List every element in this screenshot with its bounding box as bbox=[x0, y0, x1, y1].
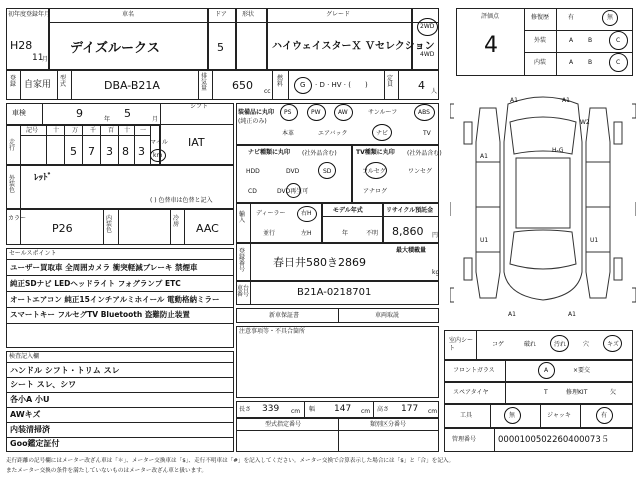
selling-point-3: オートエアコン 純正15インチアルミホイール 電動格納ミラー bbox=[10, 295, 220, 304]
damage-label-left2: U1 bbox=[480, 237, 489, 244]
class-number-label: 類別区分番号 bbox=[370, 421, 407, 428]
color-code-label: カラー bbox=[8, 215, 27, 222]
seat-opt-tear: 破れ bbox=[524, 341, 537, 348]
color-label: 外装色 bbox=[9, 175, 16, 194]
damage-label-rear: A1 bbox=[508, 311, 516, 318]
mileage-label: 走行 bbox=[9, 139, 16, 152]
digit-label-1: 十 bbox=[53, 127, 60, 134]
selling-points-label: セールスポイント bbox=[9, 250, 57, 257]
car-name-label: 車名 bbox=[122, 11, 135, 18]
equipment-label: 装備品に丸印 bbox=[238, 109, 275, 116]
tools-value: 無 bbox=[509, 412, 516, 419]
seat-opt-koge: コゲ bbox=[492, 341, 505, 348]
equip-tv: TV bbox=[423, 130, 431, 137]
repair-none: 無 bbox=[607, 14, 614, 21]
inspector-label: 検査記入欄 bbox=[9, 353, 40, 360]
eval-score: 4 bbox=[484, 33, 498, 58]
color-note: ( ) 色替車は色替と記入 bbox=[150, 197, 213, 204]
interior-seat-label: 室内シート bbox=[449, 337, 474, 353]
navi-dvd-play: DVD再生可 bbox=[277, 188, 309, 195]
equipment-sub: (純正のみ) bbox=[238, 118, 267, 125]
model-label: 型式 bbox=[60, 75, 67, 88]
wid-unit: cm bbox=[361, 408, 371, 415]
damage-label-front2: A1 bbox=[562, 97, 570, 104]
inspection-month-unit: 月 bbox=[152, 116, 159, 123]
door-count: 5 bbox=[217, 41, 224, 54]
mgmt-value: 0000100502260400073５ bbox=[498, 435, 610, 445]
max-load-label: 最大積載量 bbox=[396, 247, 427, 254]
selling-point-1: ユーザー買取車 全周囲カメラ 衝突軽減ブレーキ 禁煙車 bbox=[10, 263, 198, 272]
seat-value: 4 bbox=[418, 79, 425, 92]
vehicle-manual: 車両取説 bbox=[375, 312, 400, 319]
type-designation-label: 型式指定番号 bbox=[265, 421, 302, 428]
ext-c: C bbox=[616, 37, 621, 44]
model-year-label: モデル年式 bbox=[333, 207, 363, 214]
navi-type-label: ナビ種類に丸印 bbox=[248, 149, 291, 156]
ext-a: A bbox=[569, 37, 574, 44]
fuel-label: 燃料 bbox=[277, 75, 284, 88]
hei-label: 高さ bbox=[377, 406, 390, 413]
model-year-unit: 年 bbox=[342, 230, 349, 237]
chassis-label: 車台番号 bbox=[237, 285, 250, 298]
equip-aw: AW bbox=[338, 109, 348, 116]
recycle-value: 8,860 bbox=[392, 225, 424, 238]
damage-label-roof: H-G bbox=[552, 147, 564, 154]
inspector-note-4: AWキズ bbox=[10, 410, 41, 419]
first-reg-label: 初年度登録年月 bbox=[8, 11, 51, 18]
equip-sunroof: サンルーフ bbox=[368, 109, 398, 116]
inspector-note-3: 各小A 小U bbox=[10, 395, 50, 404]
grade-label: グレード bbox=[326, 11, 351, 18]
digit-label-2: 万 bbox=[72, 127, 79, 134]
selling-point-4: スマートキー フルセグTV Bluetooth 盗難防止装置 bbox=[10, 310, 190, 319]
spare-kit: 修理KIT bbox=[566, 389, 588, 396]
inspection-label: 車検 bbox=[12, 109, 26, 117]
digit-4: 8 bbox=[122, 145, 129, 158]
exterior-label: 外装 bbox=[534, 37, 547, 44]
tv-type-label: TV種類に丸印 bbox=[356, 149, 395, 156]
spare-label: スペアタイヤ bbox=[453, 389, 489, 396]
grade-value: ハイウェイスターＸ Ｖセレクション bbox=[272, 41, 435, 52]
navi-hdd: HDD bbox=[246, 168, 260, 175]
wid-label: 幅 bbox=[309, 406, 316, 413]
windshield-label: フロントガラス bbox=[453, 367, 495, 374]
equip-pw: PW bbox=[311, 109, 321, 116]
digit-3: 3 bbox=[106, 145, 113, 158]
footer-note-2: またメーター交換の条件を満たしていないものはメーター改ざん車と扱います。 bbox=[6, 468, 207, 474]
mgmt-label: 管理番号 bbox=[452, 436, 477, 443]
tv-oneseg: ワンセグ bbox=[408, 168, 433, 175]
eval-score-label: 評価点 bbox=[481, 13, 500, 20]
footer-note-1: 走行距離の記号欄にはメーター改ざん車は「＊」、メーター交換車は「$」、走行不明車は「#」を記入してください。メーター交換で合算表示した場合には「$」と「合」を記入。 bbox=[6, 458, 455, 464]
damage-label-w2: W2 bbox=[580, 119, 590, 126]
hei-unit: cm bbox=[428, 408, 438, 415]
fuel-others: · D · HV · ( ) bbox=[315, 81, 368, 89]
seat-opt-dirt: 汚れ bbox=[554, 341, 567, 348]
spare-missing: 欠 bbox=[610, 389, 617, 396]
shift-box bbox=[160, 103, 234, 165]
hei-value: 177 bbox=[401, 404, 419, 414]
interior-label: 内装 bbox=[534, 59, 547, 66]
car-name: デイズルークス bbox=[70, 41, 160, 56]
tv-analog: アナログ bbox=[363, 188, 388, 195]
equip-airbag: エアバック bbox=[318, 130, 348, 137]
seat-opt-scratch: キズ bbox=[607, 341, 619, 348]
damage-label-rear2: A1 bbox=[568, 311, 576, 318]
wid-value: 147 bbox=[334, 404, 352, 414]
seat-label: 定員 bbox=[387, 75, 394, 88]
handle-right: 右H bbox=[301, 210, 312, 217]
import-label: 輸入 bbox=[239, 211, 246, 224]
interior-color-label: 内装色 bbox=[106, 215, 113, 234]
spare-t: T bbox=[544, 389, 548, 396]
windshield-replace: ×要交 bbox=[573, 367, 591, 374]
digit-label-4: 百 bbox=[108, 127, 115, 134]
equip-abs: ABS bbox=[418, 109, 430, 116]
max-load-unit: kg bbox=[432, 269, 440, 276]
equip-ps: PS bbox=[284, 109, 292, 116]
first-reg-era: H28 bbox=[10, 39, 33, 52]
inspection-year: 9 bbox=[76, 107, 83, 120]
repair-yes: 有 bbox=[568, 14, 575, 21]
digit-label-6: 一 bbox=[140, 127, 147, 134]
inspector-note-6: Goo鑑定証付 bbox=[10, 439, 60, 448]
ac-value: AAC bbox=[196, 222, 219, 235]
digit-label-3: 千 bbox=[90, 127, 97, 134]
digit-1: 5 bbox=[70, 145, 77, 158]
disp-unit: cc bbox=[264, 88, 271, 95]
len-value: 339 bbox=[262, 404, 280, 414]
repair-label: 修復歴 bbox=[531, 14, 550, 21]
damage-label-right: U1 bbox=[590, 237, 599, 244]
selling-point-2: 純正SDナビ LEDヘッドライト フォグランプ ETC bbox=[10, 279, 181, 288]
digit-5: 3 bbox=[138, 145, 145, 158]
drive-2wd: 2WD bbox=[420, 23, 435, 30]
shift-value: IAT bbox=[188, 136, 205, 149]
damage-label-left: A1 bbox=[480, 153, 488, 160]
int-c: C bbox=[616, 59, 621, 66]
digit-label-0: 記号 bbox=[26, 127, 39, 134]
plate-label: 登録番号 bbox=[239, 248, 246, 273]
seat-unit: 人 bbox=[431, 88, 438, 95]
tools-label: 工具 bbox=[460, 412, 473, 419]
car-damage-diagram bbox=[450, 82, 636, 326]
inspector-note-5: 内装清掃済 bbox=[10, 425, 50, 434]
shift-label: シフト bbox=[190, 103, 209, 110]
navi-dvd: DVD bbox=[286, 168, 300, 175]
shape-label: 形状 bbox=[242, 11, 255, 18]
len-unit: cm bbox=[291, 408, 301, 415]
disp-label: 排気量 bbox=[201, 73, 208, 92]
inspector-note-2: シート スレ、シワ bbox=[10, 380, 77, 389]
len-label: 長さ bbox=[239, 406, 252, 413]
inspection-year-unit: 年 bbox=[104, 116, 111, 123]
color-value: ﾚｯﾄﾞ bbox=[34, 173, 53, 183]
recycle-unit: 円 bbox=[432, 232, 439, 239]
jack-label: ジャッキ bbox=[547, 412, 571, 419]
tv-type-sub: (社外品含む) bbox=[407, 150, 442, 157]
color-code-value: P26 bbox=[52, 222, 73, 235]
model-year-unknown: 不明 bbox=[366, 230, 379, 237]
new-car-warranty: 新車保証書 bbox=[269, 312, 300, 319]
navi-cd: CD bbox=[248, 188, 257, 195]
recycle-label: リサイクル預託金 bbox=[386, 207, 434, 214]
use-value: 自家用 bbox=[24, 80, 52, 90]
ac-label: 冷房 bbox=[173, 215, 180, 228]
disp-value: 650 bbox=[232, 79, 253, 92]
int-a: A bbox=[569, 59, 574, 66]
digit-2: 7 bbox=[88, 145, 95, 158]
damage-label-front: A1 bbox=[510, 97, 518, 104]
tv-fullseg: フルセグ bbox=[362, 168, 386, 175]
reg-label: 登録 bbox=[10, 75, 17, 88]
equip-leather: 本革 bbox=[282, 130, 295, 137]
seat-opt-hole: 穴 bbox=[583, 341, 590, 348]
handle-left: 左H bbox=[301, 230, 312, 237]
navi-sd: SD bbox=[323, 168, 332, 175]
model-value: DBA-B21A bbox=[104, 79, 160, 92]
jack-value: 有 bbox=[601, 412, 608, 419]
first-reg-month: 11 bbox=[32, 53, 44, 63]
caution-label: 注意事項等・不具合箇所 bbox=[239, 328, 306, 335]
windshield-a: A bbox=[544, 367, 549, 374]
unit-mile: マイル bbox=[150, 139, 168, 146]
digit-label-5: 十 bbox=[124, 127, 131, 134]
first-reg-month-unit: 月 bbox=[42, 56, 49, 63]
plate-value: 春日井580き2869 bbox=[273, 256, 366, 269]
drive-4wd: 4WD bbox=[420, 51, 435, 58]
navi-type-sub: (社外品含む) bbox=[302, 150, 337, 157]
caution-box bbox=[236, 326, 439, 398]
inspector-note-1: ハンドル シフト・トリム スレ bbox=[10, 366, 120, 375]
door-label: ドア bbox=[215, 11, 227, 18]
import-parallel: 並行 bbox=[263, 230, 276, 237]
ext-b: B bbox=[588, 37, 593, 44]
inspection-month: 5 bbox=[124, 107, 131, 120]
unit-km: km bbox=[153, 152, 163, 159]
chassis-value: B21A-0218701 bbox=[297, 287, 372, 298]
equip-navi: ナビ bbox=[376, 130, 389, 137]
fuel-g: G bbox=[300, 81, 306, 89]
import-dealer-label: ディーラー bbox=[256, 210, 286, 217]
int-b: B bbox=[588, 59, 593, 66]
